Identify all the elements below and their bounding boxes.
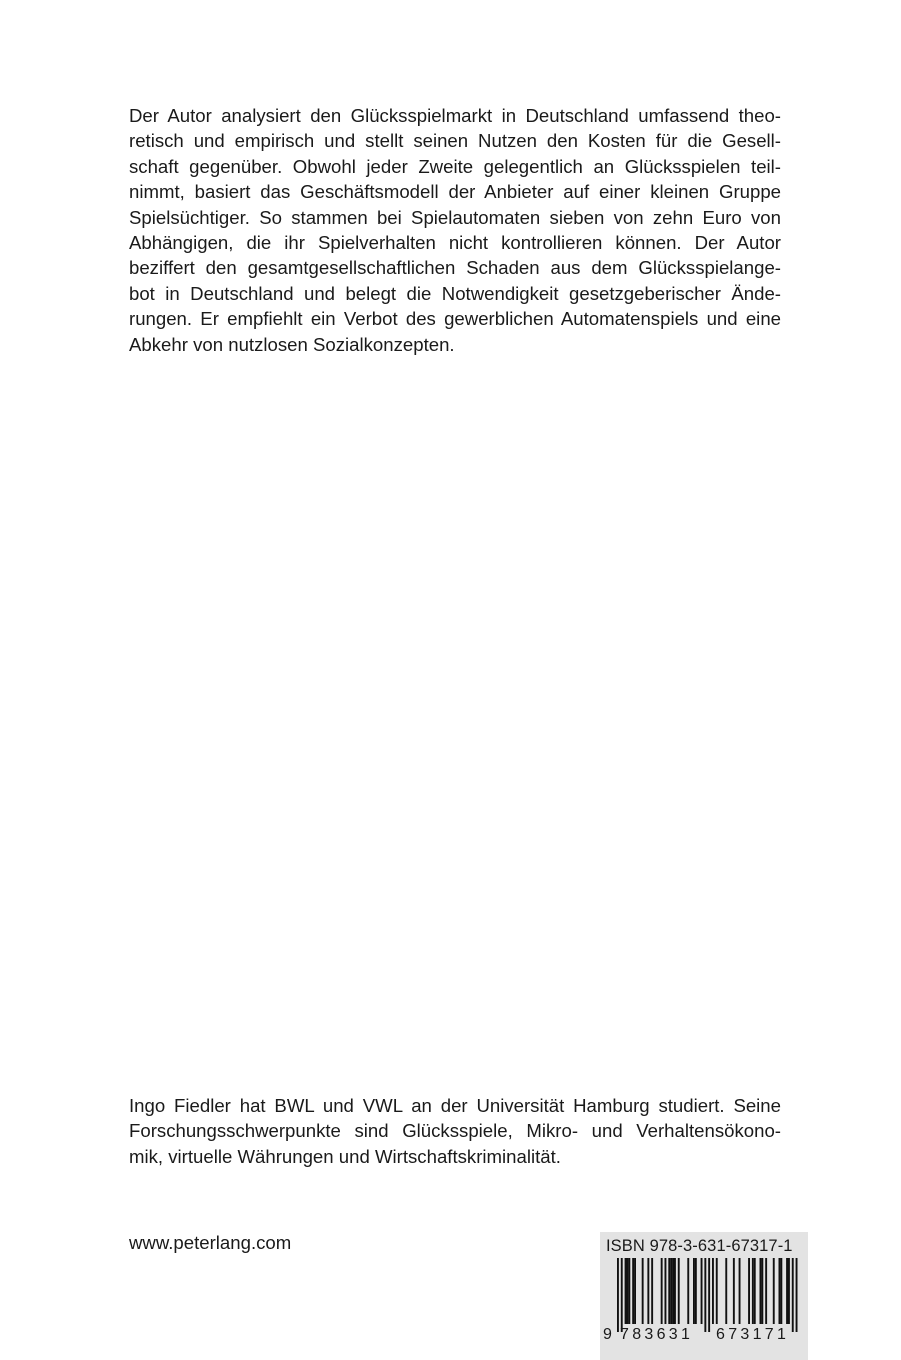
barcode-bar	[632, 1258, 634, 1324]
barcode-guard-bar	[621, 1258, 623, 1332]
description-line: Abhängigen, die ihr Spielverhalten nicht kontrollieren können. Der Autor	[129, 232, 781, 254]
barcode-bar	[761, 1258, 763, 1324]
barcode-guard-bar	[708, 1258, 710, 1332]
barcode-bar	[752, 1258, 754, 1324]
barcode-bar	[739, 1258, 741, 1324]
barcode-bar	[773, 1258, 775, 1324]
barcode-bar	[765, 1258, 767, 1324]
barcode-bar	[779, 1258, 781, 1324]
description-line: retisch und empirisch und stellt seinen Nutzen den Kosten für die Gesell-	[129, 130, 781, 152]
barcode-bar	[651, 1258, 653, 1324]
barcode-bar	[634, 1258, 636, 1324]
barcode-bar	[625, 1258, 627, 1324]
barcode-bar	[678, 1258, 680, 1324]
barcode-bar	[665, 1258, 667, 1324]
barcode-guard-bar	[704, 1258, 706, 1332]
barcode-bar	[712, 1258, 714, 1324]
barcode-guard-bar	[796, 1258, 798, 1332]
barcode-bar	[628, 1258, 630, 1324]
barcode-bar	[687, 1258, 689, 1324]
description-line: Spielsüchtiger. So stammen bei Spielautomaten sieben von zehn Euro von	[129, 206, 781, 228]
barcode-bar	[716, 1258, 718, 1324]
barcode-bar	[668, 1258, 670, 1324]
isbn-barcode-panel	[600, 1232, 808, 1360]
barcode-guard-bar	[792, 1258, 794, 1332]
description-line: bot in Deutschland und belegt die Notwendigkeit gesetzgeberischer Ände-	[129, 282, 781, 304]
description-line: nimmt, basiert das Geschäftsmodell der Anbieter auf einer kleinen Gruppe	[129, 181, 781, 203]
barcode-bar	[701, 1258, 703, 1324]
barcode-bar	[788, 1258, 790, 1324]
barcode-bar	[725, 1258, 727, 1324]
barcode-left-digits: 783631	[620, 1326, 694, 1343]
barcode-bar	[786, 1258, 788, 1324]
barcode-bar	[674, 1258, 676, 1324]
description-line: Abkehr von nutzlosen Sozialkonzepten.	[129, 333, 455, 355]
barcode-bar	[754, 1258, 756, 1324]
barcode-bar	[627, 1258, 629, 1324]
description-line: rungen. Er empfiehlt ein Verbot des gewerblichen Automatenspiels und eine	[129, 308, 781, 330]
author-bio	[129, 1093, 781, 1169]
barcode-bar	[661, 1258, 663, 1324]
book-description	[129, 103, 781, 357]
barcode-bar	[642, 1258, 644, 1324]
barcode-bar	[672, 1258, 674, 1324]
bio-line: mik, virtuelle Währungen und Wirtschaftskriminalität.	[129, 1145, 561, 1167]
isbn-label: ISBN 978-3-631-67317-1	[606, 1237, 793, 1255]
publisher-url[interactable]: www.peterlang.com	[129, 1232, 292, 1253]
barcode-bar	[670, 1258, 672, 1324]
barcode-bar	[733, 1258, 735, 1324]
bio-line: Ingo Fiedler hat BWL und VWL an der Universität Hamburg studiert. Seine	[129, 1095, 781, 1116]
barcode-bar	[760, 1258, 762, 1324]
barcode-bar	[780, 1258, 782, 1324]
barcode-bar	[695, 1258, 697, 1324]
bio-line: Forschungsschwerpunkte sind Glücksspiele, Mikro- und Verhaltensökono-	[129, 1120, 781, 1142]
barcode-guard-bar	[617, 1258, 619, 1332]
description-line: beziffert den gesamtgesellschaftlichen Schaden aus dem Glücksspielange-	[129, 257, 781, 279]
barcode-bar	[748, 1258, 750, 1324]
barcode-first-digit: 9	[603, 1326, 612, 1343]
barcode-bar	[647, 1258, 649, 1324]
barcode-right-digits: 673171	[716, 1326, 790, 1343]
description-line: schaft gegenüber. Obwohl jeder Zweite gelegentlich an Glücksspielen teil-	[129, 155, 781, 177]
description-line: Der Autor analysiert den Glücksspielmarkt in Deutschland umfassend theo-	[129, 105, 781, 126]
barcode-bar	[693, 1258, 695, 1324]
